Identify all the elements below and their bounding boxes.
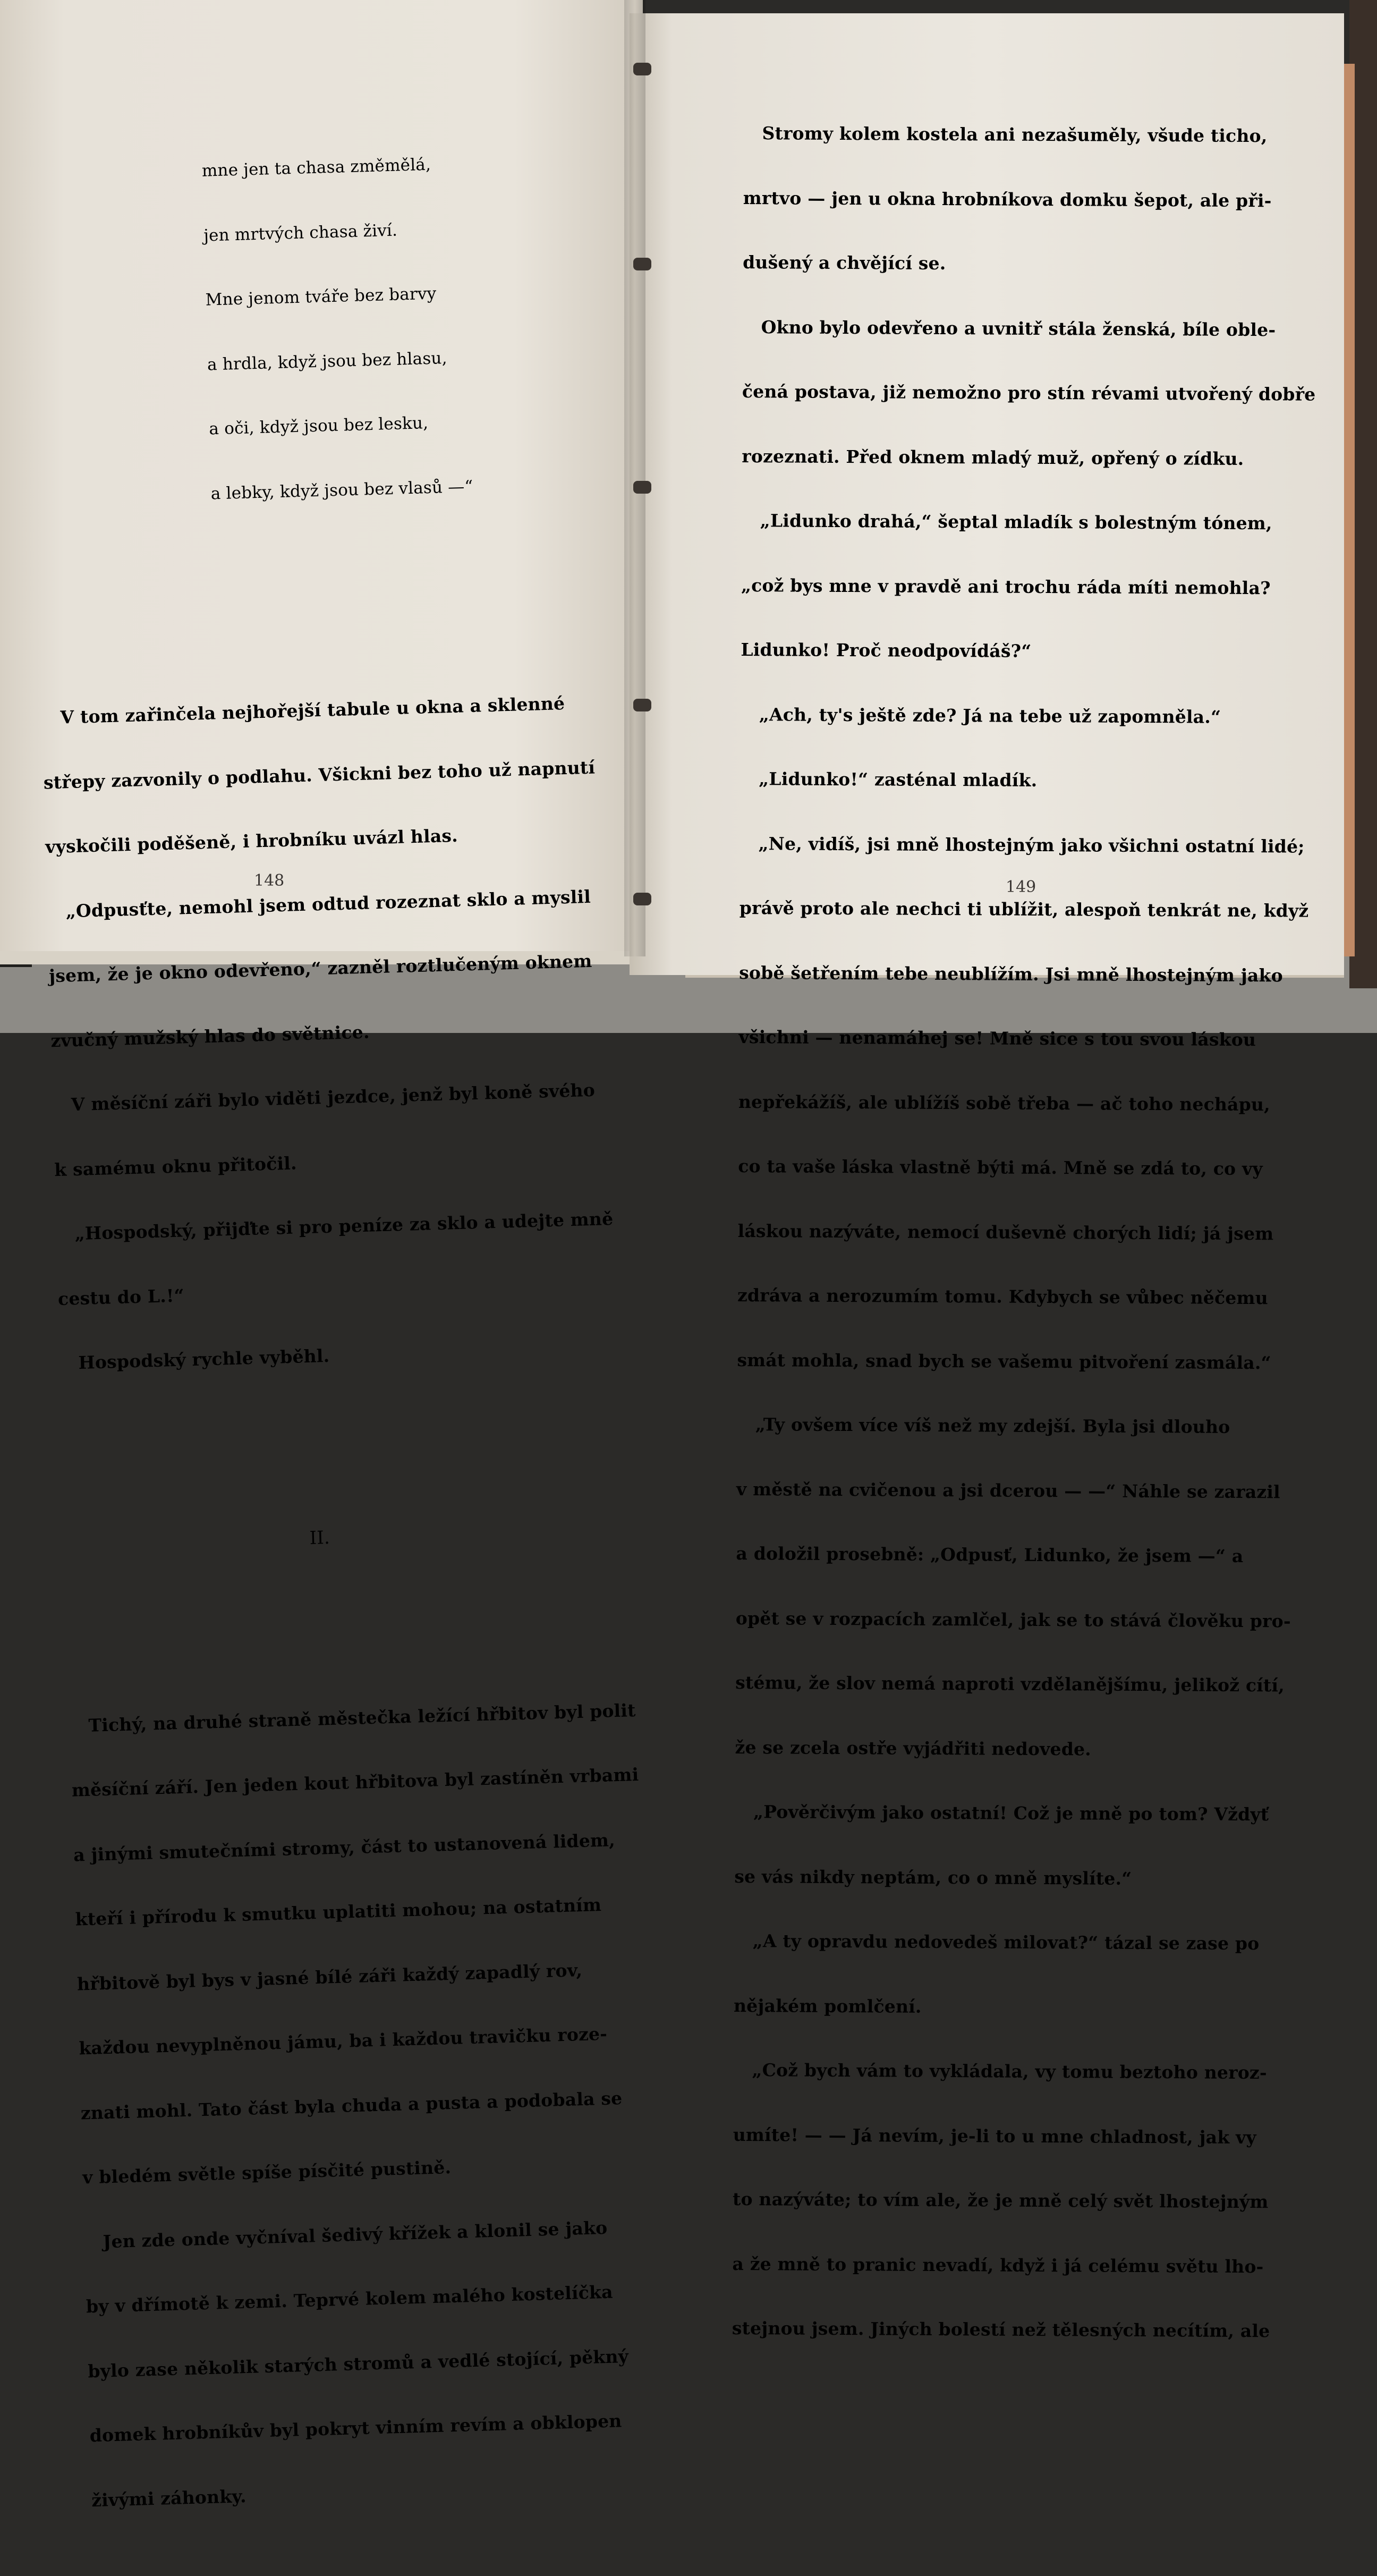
text-line: „Ne, vidíš, jsi mně lhostejným jako všichni ostatní lidé; — [740, 833, 1305, 857]
right-page-text — [732, 80, 1316, 2363]
text-line: V tom zařinčela nejhořejší tabule u okna a sklenné — [41, 693, 565, 728]
text-line: to nazýváte; to vím ale, že je mně celý svět lhostejným — [733, 2188, 1269, 2213]
text-line: nějakém pomlčení. — [733, 1995, 922, 2017]
text-line: opět se v rozpacích zamlčel, jak se to stává člověku pro- — [735, 1607, 1291, 1631]
text-line: sobě šetřením tebe neublížím. Jsi mně lhostejným jako — [739, 962, 1283, 986]
text-line: zvučný mužský hlas do světnice. — [50, 1021, 370, 1051]
text-line: „Hospodský, přijďte si pro peníze za sklo a udejte mně — [56, 1208, 614, 1245]
text-line: láskou nazýváte, nemocí duševně chorých lidí; já jsem — [737, 1220, 1274, 1244]
text-line: „což bys mne v pravdě ani trochu ráda míti nemohla? — [741, 574, 1271, 598]
paragraph-1 — [40, 649, 619, 1417]
text-line: hřbitově byl bys v jasné bílé záři každý zapadlý rov, — [76, 1959, 583, 1995]
text-line: cestu do L.!“ — [57, 1284, 185, 1309]
poem-line: a hrdla, když jsou bez hlasu, — [207, 348, 448, 375]
text-line: každou nevyplněnou jámu, ba i každou travičku roze- — [78, 2023, 608, 2059]
text-line: všichni — nenamáhej se! Mně sice s tou svou láskou — [738, 1026, 1256, 1050]
text-line: „Lidunko drahá,“ šeptal mladík s bolestným tónem, — [741, 510, 1272, 534]
binding-stitch — [633, 63, 651, 75]
binding-stitch — [633, 893, 651, 905]
text-line: že se zcela ostře vyjádřiti nedovede. — [735, 1736, 1092, 1759]
text-line: střepy zazvonily o podlahu. Všickni bez toho už napnutí — [43, 756, 596, 793]
text-line: Jen zde onde vyčníval šedivý křížek a klonil se jako — [84, 2217, 608, 2252]
text-line: právě proto ale nechci ti ublížit, alespoň tenkrát ne, když — [739, 897, 1309, 921]
text-line: se vás nikdy neptám, co o mně myslíte.“ — [734, 1866, 1132, 1889]
left-page-text — [24, 64, 651, 2576]
text-line: Tichý, na druhé straně městečka ležící hřbitov byl polit — [69, 1699, 636, 1736]
text-line: „Což bych vám to vykládala, vy tomu beztoho neroz- — [733, 2059, 1267, 2083]
text-line: a jinými smutečními stromy, část to ustanovená lidem, — [73, 1829, 616, 1866]
text-line: umíte! — — Já nevím, je-li to u mne chladnost, jak vy — [733, 2124, 1256, 2148]
poem-line: a oči, když jsou bez lesku, — [208, 413, 429, 439]
text-line: zdráva a nerozumím tomu. Kdybych se vůbec něčemu — [737, 1284, 1268, 1309]
text-line: Stromy kolem kostela ani nezašuměly, všude ticho, — [743, 122, 1268, 147]
text-line: nepřekážíš, ale ublížíš sobě třeba — ač toho nechápu, — [738, 1091, 1270, 1115]
text-line: „Pověrčivým jako ostatní! Což je mně po tom? Vždyť — [734, 1801, 1269, 1825]
text-line: Hospodský rychle vyběhl. — [59, 1345, 330, 1374]
page-number-left: 148 — [254, 871, 285, 890]
text-line: vyskočili poděšeně, i hrobníku uvázl hlas. — [45, 825, 458, 858]
text-line: „Odpusťte, nemohl jsem odtud rozeznat sklo a myslil — [47, 886, 591, 922]
binding-stitch — [633, 481, 651, 494]
text-line: V měsíční záři bylo viděti jezdce, jenž byl koně svého — [52, 1079, 596, 1116]
binding-stitch — [633, 258, 651, 270]
binding-stitch — [633, 699, 651, 711]
text-line: Lidunko! Proč neodpovídáš?“ — [741, 639, 1032, 662]
text-line: měsíční září. Jen jeden kout hřbitova byl zastíněn vrbami — [71, 1764, 639, 1801]
text-line: smát mohla, snad bych se vašemu pitvoření zasmála.“ — [737, 1349, 1271, 1373]
text-line: kteří i přírodu k smutku uplatiti mohou; na ostatním — [75, 1894, 602, 1930]
poem-line: jen mrtvých chasa živí. — [203, 220, 398, 245]
text-line: jsem, že je okno odevřeno,“ zazněl roztlučeným oknem — [48, 950, 592, 987]
text-line: „Ach, ty's ještě zde? Já na tebe už zapomněla.“ — [740, 704, 1221, 727]
text-line: „Ty ovšem více víš než my zdejší. Byla jsi dlouho — [736, 1413, 1230, 1437]
text-line: domek hrobníkův byl pokryt vinním revím a obklopen — [89, 2410, 622, 2446]
text-line: bylo zase několik starých stromů a vedlé stojící, pěkný — [87, 2345, 629, 2382]
book-gutter — [624, 0, 645, 956]
text-line: znati mohl. Tato část byla chuda a pusta a podobala se — [80, 2087, 623, 2123]
text-line: rozeznati. Před oknem mladý muž, opřený o zídku. — [742, 445, 1244, 469]
text-line: čená postava, již nemožno pro stín révami utvořený dobře — [742, 380, 1316, 405]
text-line: „Lidunko!“ zasténal mladík. — [740, 768, 1038, 791]
text-line: v bledém světle spíše písčité pustině. — [82, 2157, 452, 2188]
poem-line: a lebky, když jsou bez vlasů —“ — [210, 477, 473, 503]
text-line: a doložil prosebně: „Odpusť, Lidunko, že jsem —“ a — [736, 1543, 1244, 1566]
section-heading: II. — [309, 1527, 330, 1549]
text-line: mrtvo — jen u okna hrobníkova domku šepot, ale při- — [743, 187, 1272, 211]
text-line: v městě na cvičenou a jsi dcerou — —“ Náhle se zarazil — [736, 1478, 1280, 1502]
poem-block — [25, 107, 594, 553]
text-line: „A ty opravdu nedovedeš milovat?“ tázal se zase po — [734, 1930, 1260, 1954]
text-line: živými záhonky. — [91, 2485, 247, 2511]
page-number-right: 149 — [1006, 878, 1036, 896]
text-line: a že mně to pranic nevadí, když i já celému světu lho- — [732, 2253, 1264, 2277]
text-line: dušený a chvějící se. — [743, 251, 946, 274]
poem-line: mne jen ta chasa změmělá, — [201, 155, 431, 181]
text-line: by v dřímotě k zemi. Teprvé kolem malého kostelíčka — [86, 2281, 614, 2317]
text-line: k samému oknu přitočil. — [54, 1152, 298, 1180]
text-line: co ta vaše láska vlastně býti má. Mně se zdá to, co vy — [738, 1155, 1263, 1180]
paragraph-2 — [69, 1657, 651, 2554]
text-line: Okno bylo odevřeno a uvnitř stála ženská, bíle oble- — [742, 316, 1276, 340]
poem-line: Mne jenom tváře bez barvy — [205, 284, 437, 310]
text-line: stejnou jsem. Jiných bolestí než tělesných necítím, ale — [732, 2317, 1270, 2342]
text-line: stému, že slov nemá naproti vzdělanějšímu, jelikož cítí, — [735, 1672, 1285, 1696]
